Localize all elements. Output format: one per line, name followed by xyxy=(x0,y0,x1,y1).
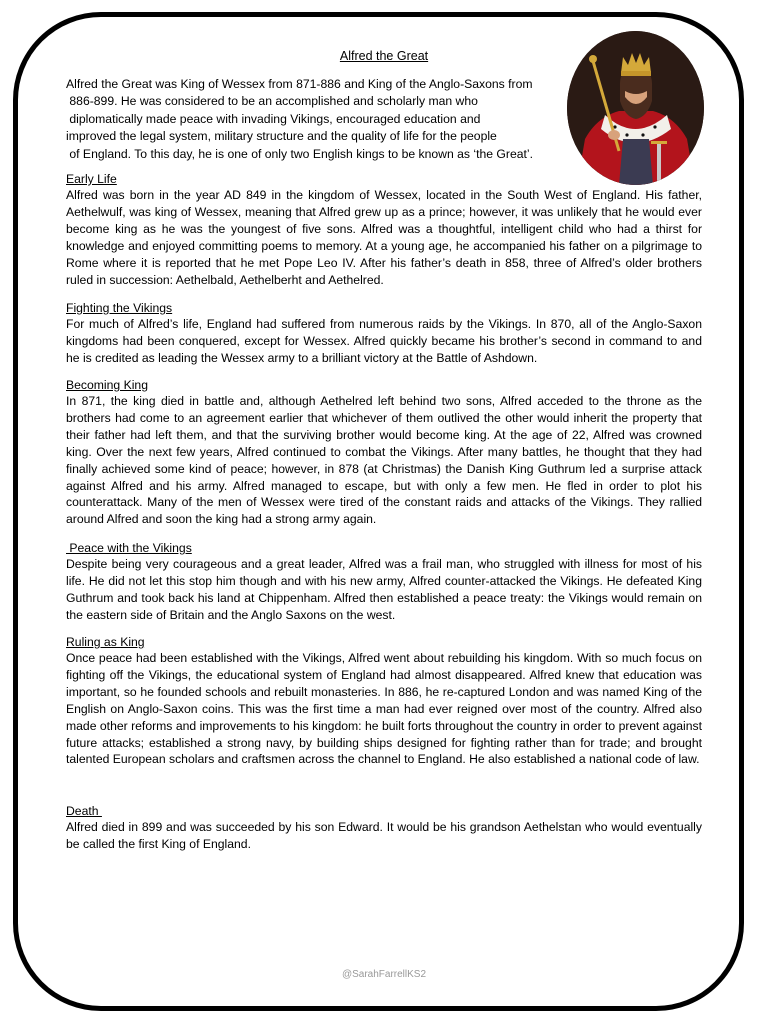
section-death xyxy=(66,803,702,853)
section-body: In 871, the king died in battle and, although Aethelred left behind two sons, Alfred acceded to the throne as the brothers had come to an agreement earlier that whichever of them outlived the other would inherit the property that their father had left them, and that the surviving brother would become king. At the age of 22, Alfred was crowned king. Over the next few years, Alfred continued to combat the Vikings. After many battles, he thought that they had finally achieved some kind of peace; however, in 878 (at Christmas) the Danish King Guthrum led a surprise attack against Alfred and his army. Alfred managed to escape, but with only a few men. He fled in order to plot his counterattack. Many of the men of Wessex were tired of the constant raids and attacks of the Vikings. They rallied around Alfred and soon the king had a strong army again. xyxy=(66,394,702,527)
section-becoming-king xyxy=(66,377,702,528)
intro-line: 886-899. He was considered to be an accomplished and scholarly man who xyxy=(66,94,478,109)
section-heading: Early Life xyxy=(66,172,117,186)
intro-line: of England. To this day, he is one of only two English kings to be known as ‘the Great’. xyxy=(66,146,534,161)
section-ruling-as-king xyxy=(66,634,702,768)
intro-paragraph xyxy=(66,76,566,163)
intro-line: diplomatically made peace with invading Vikings, encouraged education and xyxy=(66,111,481,126)
intro-line: improved the legal system, military structure and the quality of life for the people xyxy=(66,129,497,144)
king-portrait-icon xyxy=(567,31,704,185)
section-body: Alfred was born in the year AD 849 in the kingdom of Wessex, located in the South West of England. His father, Aethelwulf, was king of Wessex, meaning that Alfred grew up as a prince; however, it was unlikely that he would ever become king as he was the youngest of five sons. Alfred was a thoughtful, intelligent child who had a thirst for knowledge and enjoyed committing poems to memory. At a young age, he accompanied his father on a pilgrimage to Rome where it is reported that he met Pope Leo IV. After his father’s death in 858, three of Alfred’s older brothers ruled in succession: Aethelbald, Aethelberht and Aethelred. xyxy=(66,188,702,287)
section-fighting-the-vikings xyxy=(66,300,702,367)
section-heading: Becoming King xyxy=(66,378,148,392)
section-heading: Death xyxy=(66,804,102,818)
page-title: Alfred the Great xyxy=(339,49,429,63)
section-heading: Fighting the Vikings xyxy=(66,301,173,315)
section-body: Once peace had been established with the Vikings, Alfred went about rebuilding his kingdom. With so much focus on fighting off the Vikings, the educational system of England had almost disappeared. Alfred knew that education was important, so he founded schools and rebuilt monasteries. In 886, he re-captured London and was named King of the English on Anglo-Saxon coins. This was the first time a man had ever reigned over most of the country. Alfred also made other reforms and improvements to his kingdom: he built forts throughout the country in order to prevent against future attacks; established a strong navy, by building ships designed for fighting rather than for trade; and brought talented European scholars and craftsmen across the channel to England. He also established a national code of law. xyxy=(66,651,702,767)
intro-line: Alfred the Great was King of Wessex from 871-886 and King of the Anglo-Saxons from xyxy=(66,77,533,91)
section-heading: Ruling as King xyxy=(66,635,145,649)
section-body: For much of Alfred’s life, England had suffered from numerous raids by the Vikings. In 870, all of the Anglo-Saxon kingdoms had been conquered, except for Wessex. Alfred quickly became his brother’s second in command to and he is credited as leading the Wessex army to a brilliant victory at the Battle of Ashdown. xyxy=(66,317,702,365)
section-heading: Peace with the Vikings xyxy=(66,541,192,555)
section-body: Despite being very courageous and a great leader, Alfred was a frail man, who struggled with illness for most of his life. He did not let this stop him though and with his new army, Alfred counter-attacked the Vikings. He defeated King Guthrum and took back his land at Chippenham. Alfred then established a peace treaty: the Vikings would remain on the eastern side of Britain and the Anglo Saxons on the west. xyxy=(66,557,702,622)
section-peace-with-the-vikings xyxy=(66,540,702,624)
section-early-life xyxy=(66,171,702,288)
king-portrait-image xyxy=(567,31,704,185)
author-credit: @SarahFarrellKS2 xyxy=(341,969,427,980)
section-body: Alfred died in 899 and was succeeded by his son Edward. It would be his grandson Aethelstan who would eventually be called the first King of England. xyxy=(66,820,702,851)
